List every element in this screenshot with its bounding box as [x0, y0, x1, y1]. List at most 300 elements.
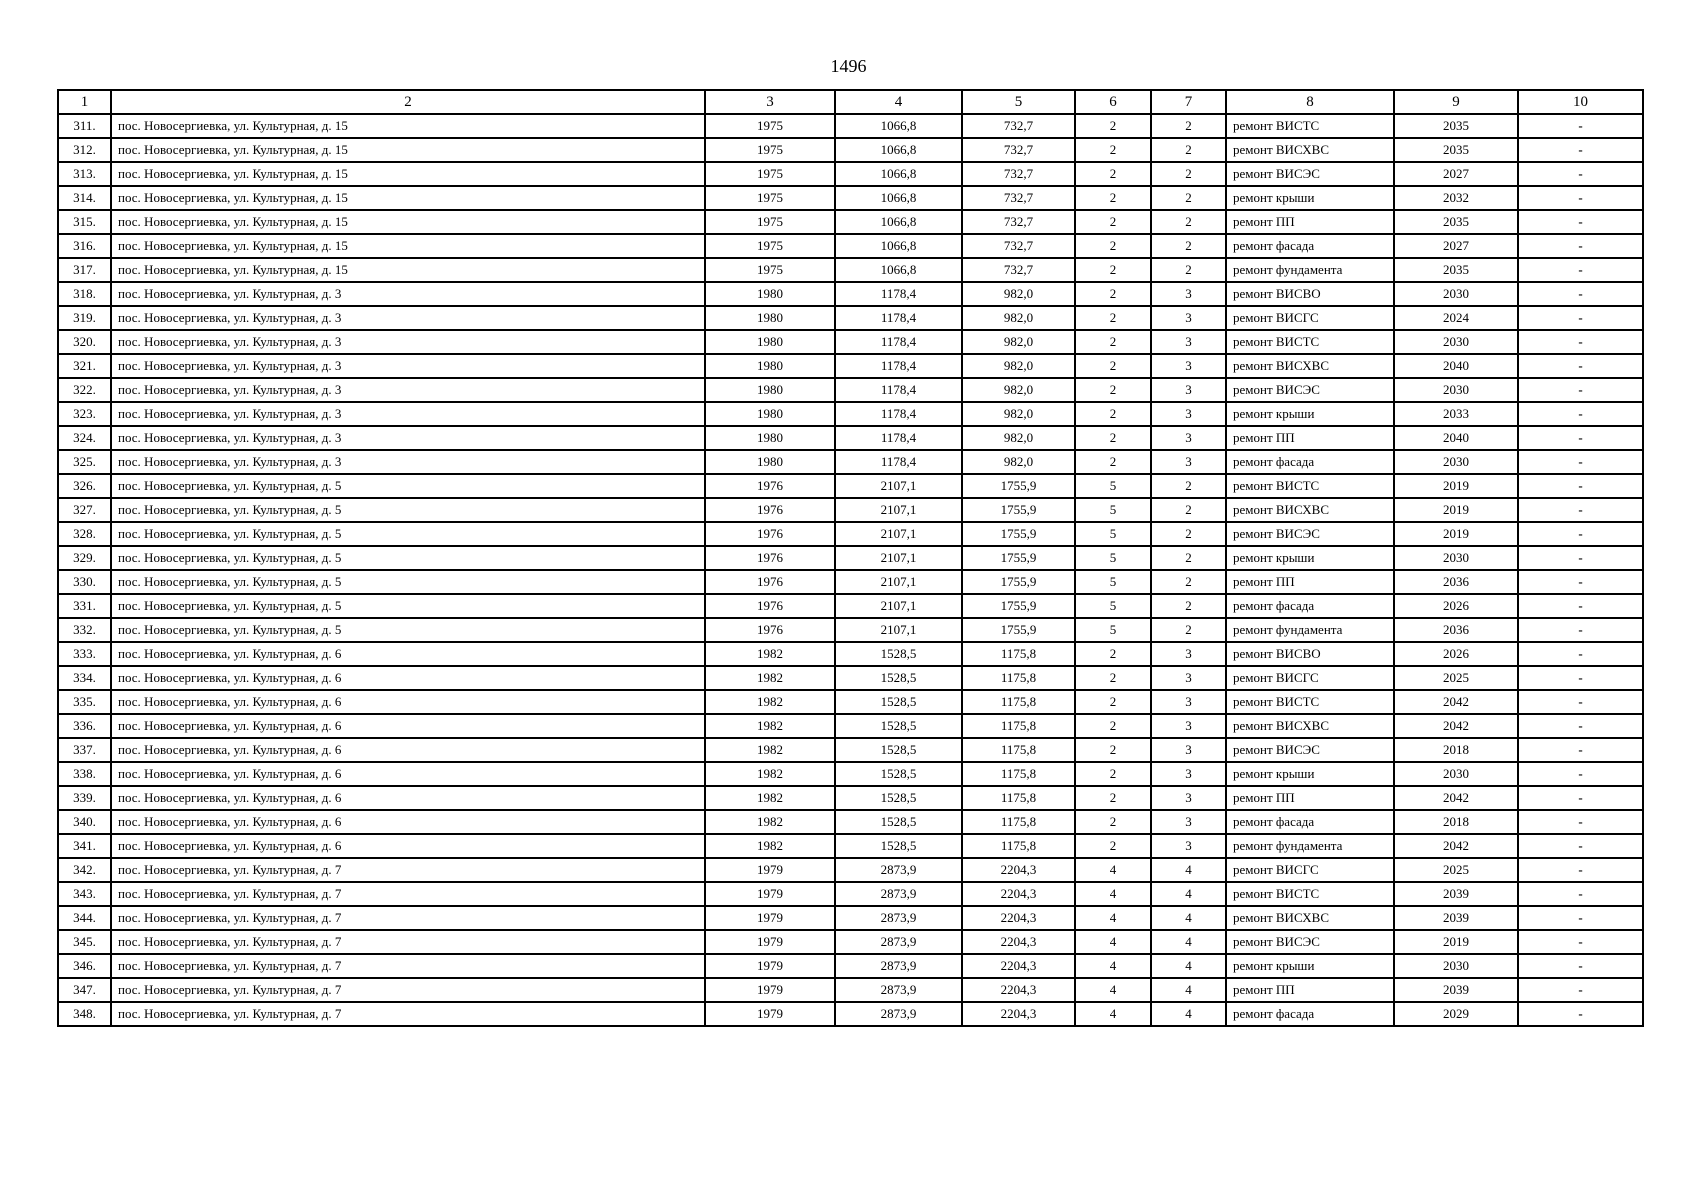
total-area-cell: 1066,8 [835, 186, 962, 210]
table-row [58, 522, 1643, 546]
work-type-cell: ремонт ВИСТС [1226, 690, 1394, 714]
entrances-cell: 4 [1151, 1002, 1226, 1026]
row-number-cell: 330. [58, 570, 111, 594]
work-type-cell: ремонт фасада [1226, 450, 1394, 474]
total-area-cell: 2107,1 [835, 594, 962, 618]
living-area-cell: 1755,9 [962, 570, 1075, 594]
row-number-cell: 331. [58, 594, 111, 618]
work-type-cell: ремонт ВИСХВС [1226, 354, 1394, 378]
entrances-cell: 3 [1151, 666, 1226, 690]
total-area-cell: 1528,5 [835, 666, 962, 690]
table-row [58, 138, 1643, 162]
planned-year-cell: 2030 [1394, 762, 1518, 786]
address-cell: пос. Новосергиевка, ул. Культурная, д. 5 [111, 546, 705, 570]
table-row [58, 306, 1643, 330]
work-type-cell: ремонт фундамента [1226, 618, 1394, 642]
address-cell: пос. Новосергиевка, ул. Культурная, д. 5 [111, 594, 705, 618]
address-cell: пос. Новосергиевка, ул. Культурная, д. 5 [111, 474, 705, 498]
column-header: 4 [835, 90, 962, 114]
address-cell: пос. Новосергиевка, ул. Культурная, д. 15 [111, 210, 705, 234]
row-number-cell: 334. [58, 666, 111, 690]
table-row [58, 162, 1643, 186]
address-cell: пос. Новосергиевка, ул. Культурная, д. 15 [111, 162, 705, 186]
living-area-cell: 1175,8 [962, 690, 1075, 714]
floors-cell: 2 [1075, 114, 1151, 138]
year-cell: 1976 [705, 618, 835, 642]
row-number-cell: 322. [58, 378, 111, 402]
row-number-cell: 320. [58, 330, 111, 354]
table-row [58, 594, 1643, 618]
row-number-cell: 340. [58, 810, 111, 834]
living-area-cell: 732,7 [962, 138, 1075, 162]
entrances-cell: 2 [1151, 258, 1226, 282]
table-row [58, 714, 1643, 738]
total-area-cell: 2107,1 [835, 522, 962, 546]
row-number-cell: 342. [58, 858, 111, 882]
row-number-cell: 341. [58, 834, 111, 858]
planned-year-cell: 2018 [1394, 738, 1518, 762]
note-cell: - [1518, 882, 1643, 906]
table-row [58, 954, 1643, 978]
row-number-cell: 337. [58, 738, 111, 762]
table-row [58, 210, 1643, 234]
total-area-cell: 2107,1 [835, 498, 962, 522]
work-type-cell: ремонт ВИСЭС [1226, 378, 1394, 402]
year-cell: 1979 [705, 882, 835, 906]
entrances-cell: 3 [1151, 354, 1226, 378]
work-type-cell: ремонт ВИСВО [1226, 642, 1394, 666]
floors-cell: 4 [1075, 858, 1151, 882]
year-cell: 1980 [705, 378, 835, 402]
floors-cell: 4 [1075, 1002, 1151, 1026]
living-area-cell: 1175,8 [962, 786, 1075, 810]
row-number-cell: 316. [58, 234, 111, 258]
living-area-cell: 2204,3 [962, 954, 1075, 978]
work-type-cell: ремонт ВИСТС [1226, 474, 1394, 498]
living-area-cell: 982,0 [962, 402, 1075, 426]
address-cell: пос. Новосергиевка, ул. Культурная, д. 6 [111, 690, 705, 714]
year-cell: 1980 [705, 402, 835, 426]
year-cell: 1975 [705, 210, 835, 234]
planned-year-cell: 2035 [1394, 138, 1518, 162]
work-type-cell: ремонт крыши [1226, 762, 1394, 786]
total-area-cell: 1528,5 [835, 714, 962, 738]
year-cell: 1975 [705, 162, 835, 186]
address-cell: пос. Новосергиевка, ул. Культурная, д. 5 [111, 618, 705, 642]
total-area-cell: 1178,4 [835, 426, 962, 450]
note-cell: - [1518, 498, 1643, 522]
entrances-cell: 3 [1151, 834, 1226, 858]
address-cell: пос. Новосергиевка, ул. Культурная, д. 3 [111, 354, 705, 378]
total-area-cell: 2107,1 [835, 474, 962, 498]
year-cell: 1982 [705, 834, 835, 858]
note-cell: - [1518, 210, 1643, 234]
note-cell: - [1518, 114, 1643, 138]
row-number-cell: 319. [58, 306, 111, 330]
floors-cell: 5 [1075, 618, 1151, 642]
entrances-cell: 4 [1151, 930, 1226, 954]
planned-year-cell: 2040 [1394, 354, 1518, 378]
work-type-cell: ремонт ПП [1226, 210, 1394, 234]
entrances-cell: 3 [1151, 714, 1226, 738]
year-cell: 1976 [705, 594, 835, 618]
total-area-cell: 1066,8 [835, 138, 962, 162]
work-type-cell: ремонт крыши [1226, 954, 1394, 978]
total-area-cell: 1178,4 [835, 306, 962, 330]
total-area-cell: 1178,4 [835, 354, 962, 378]
note-cell: - [1518, 306, 1643, 330]
living-area-cell: 982,0 [962, 354, 1075, 378]
year-cell: 1979 [705, 1002, 835, 1026]
year-cell: 1975 [705, 186, 835, 210]
year-cell: 1979 [705, 978, 835, 1002]
floors-cell: 5 [1075, 546, 1151, 570]
address-cell: пос. Новосергиевка, ул. Культурная, д. 3 [111, 402, 705, 426]
planned-year-cell: 2030 [1394, 378, 1518, 402]
planned-year-cell: 2036 [1394, 618, 1518, 642]
work-type-cell: ремонт крыши [1226, 402, 1394, 426]
entrances-cell: 2 [1151, 498, 1226, 522]
living-area-cell: 2204,3 [962, 1002, 1075, 1026]
address-cell: пос. Новосергиевка, ул. Культурная, д. 6 [111, 834, 705, 858]
planned-year-cell: 2024 [1394, 306, 1518, 330]
table-row [58, 234, 1643, 258]
year-cell: 1980 [705, 354, 835, 378]
entrances-cell: 3 [1151, 330, 1226, 354]
column-header: 8 [1226, 90, 1394, 114]
table-row [58, 546, 1643, 570]
work-type-cell: ремонт ВИСТС [1226, 882, 1394, 906]
living-area-cell: 982,0 [962, 330, 1075, 354]
entrances-cell: 3 [1151, 378, 1226, 402]
address-cell: пос. Новосергиевка, ул. Культурная, д. 3 [111, 282, 705, 306]
entrances-cell: 2 [1151, 234, 1226, 258]
total-area-cell: 2873,9 [835, 954, 962, 978]
work-type-cell: ремонт фундамента [1226, 258, 1394, 282]
total-area-cell: 2873,9 [835, 858, 962, 882]
work-type-cell: ремонт крыши [1226, 546, 1394, 570]
work-type-cell: ремонт ВИСЭС [1226, 162, 1394, 186]
row-number-cell: 346. [58, 954, 111, 978]
floors-cell: 2 [1075, 810, 1151, 834]
address-cell: пос. Новосергиевка, ул. Культурная, д. 6 [111, 738, 705, 762]
total-area-cell: 1528,5 [835, 786, 962, 810]
year-cell: 1975 [705, 234, 835, 258]
total-area-cell: 1528,5 [835, 690, 962, 714]
row-number-cell: 311. [58, 114, 111, 138]
planned-year-cell: 2042 [1394, 714, 1518, 738]
note-cell: - [1518, 234, 1643, 258]
floors-cell: 5 [1075, 522, 1151, 546]
total-area-cell: 2107,1 [835, 546, 962, 570]
floors-cell: 2 [1075, 162, 1151, 186]
floors-cell: 2 [1075, 450, 1151, 474]
table-row [58, 810, 1643, 834]
planned-year-cell: 2030 [1394, 282, 1518, 306]
living-area-cell: 732,7 [962, 114, 1075, 138]
planned-year-cell: 2039 [1394, 882, 1518, 906]
table-row [58, 186, 1643, 210]
work-type-cell: ремонт ПП [1226, 978, 1394, 1002]
row-number-cell: 329. [58, 546, 111, 570]
row-number-cell: 312. [58, 138, 111, 162]
total-area-cell: 1528,5 [835, 762, 962, 786]
total-area-cell: 1528,5 [835, 642, 962, 666]
work-type-cell: ремонт ВИСГС [1226, 666, 1394, 690]
address-cell: пос. Новосергиевка, ул. Культурная, д. 7 [111, 858, 705, 882]
table-row [58, 642, 1643, 666]
total-area-cell: 1066,8 [835, 162, 962, 186]
living-area-cell: 732,7 [962, 210, 1075, 234]
note-cell: - [1518, 354, 1643, 378]
floors-cell: 4 [1075, 930, 1151, 954]
floors-cell: 2 [1075, 402, 1151, 426]
total-area-cell: 2873,9 [835, 978, 962, 1002]
total-area-cell: 1528,5 [835, 834, 962, 858]
row-number-cell: 343. [58, 882, 111, 906]
year-cell: 1982 [705, 738, 835, 762]
total-area-cell: 1178,4 [835, 378, 962, 402]
year-cell: 1976 [705, 522, 835, 546]
note-cell: - [1518, 786, 1643, 810]
table-row [58, 906, 1643, 930]
entrances-cell: 2 [1151, 594, 1226, 618]
year-cell: 1975 [705, 114, 835, 138]
planned-year-cell: 2033 [1394, 402, 1518, 426]
floors-cell: 5 [1075, 474, 1151, 498]
floors-cell: 2 [1075, 378, 1151, 402]
floors-cell: 2 [1075, 786, 1151, 810]
note-cell: - [1518, 402, 1643, 426]
living-area-cell: 732,7 [962, 186, 1075, 210]
table-row [58, 1002, 1643, 1026]
planned-year-cell: 2030 [1394, 546, 1518, 570]
total-area-cell: 2107,1 [835, 618, 962, 642]
floors-cell: 2 [1075, 234, 1151, 258]
entrances-cell: 2 [1151, 162, 1226, 186]
total-area-cell: 2873,9 [835, 930, 962, 954]
work-type-cell: ремонт ПП [1226, 786, 1394, 810]
address-cell: пос. Новосергиевка, ул. Культурная, д. 3 [111, 306, 705, 330]
planned-year-cell: 2019 [1394, 930, 1518, 954]
planned-year-cell: 2040 [1394, 426, 1518, 450]
row-number-cell: 315. [58, 210, 111, 234]
work-type-cell: ремонт фасада [1226, 594, 1394, 618]
note-cell: - [1518, 642, 1643, 666]
note-cell: - [1518, 330, 1643, 354]
planned-year-cell: 2035 [1394, 258, 1518, 282]
note-cell: - [1518, 186, 1643, 210]
living-area-cell: 1755,9 [962, 618, 1075, 642]
column-header: 1 [58, 90, 111, 114]
table-body [58, 114, 1643, 1026]
address-cell: пос. Новосергиевка, ул. Культурная, д. 15 [111, 138, 705, 162]
column-header: 10 [1518, 90, 1643, 114]
row-number-cell: 339. [58, 786, 111, 810]
row-number-cell: 345. [58, 930, 111, 954]
row-number-cell: 348. [58, 1002, 111, 1026]
row-number-cell: 328. [58, 522, 111, 546]
entrances-cell: 2 [1151, 570, 1226, 594]
table-row [58, 882, 1643, 906]
living-area-cell: 2204,3 [962, 906, 1075, 930]
note-cell: - [1518, 906, 1643, 930]
work-type-cell: ремонт ПП [1226, 426, 1394, 450]
table-row [58, 330, 1643, 354]
address-cell: пос. Новосергиевка, ул. Культурная, д. 7 [111, 1002, 705, 1026]
entrances-cell: 3 [1151, 786, 1226, 810]
total-area-cell: 2873,9 [835, 1002, 962, 1026]
table-row [58, 762, 1643, 786]
address-cell: пос. Новосергиевка, ул. Культурная, д. 3 [111, 378, 705, 402]
work-type-cell: ремонт ВИСХВС [1226, 498, 1394, 522]
entrances-cell: 2 [1151, 138, 1226, 162]
row-number-cell: 325. [58, 450, 111, 474]
note-cell: - [1518, 666, 1643, 690]
registry-table [57, 89, 1644, 1027]
entrances-cell: 3 [1151, 690, 1226, 714]
table-row [58, 786, 1643, 810]
address-cell: пос. Новосергиевка, ул. Культурная, д. 7 [111, 978, 705, 1002]
floors-cell: 2 [1075, 138, 1151, 162]
floors-cell: 2 [1075, 738, 1151, 762]
entrances-cell: 3 [1151, 282, 1226, 306]
living-area-cell: 1175,8 [962, 834, 1075, 858]
living-area-cell: 982,0 [962, 306, 1075, 330]
living-area-cell: 982,0 [962, 378, 1075, 402]
column-header: 9 [1394, 90, 1518, 114]
address-cell: пос. Новосергиевка, ул. Культурная, д. 5 [111, 522, 705, 546]
planned-year-cell: 2025 [1394, 666, 1518, 690]
note-cell: - [1518, 738, 1643, 762]
table-row [58, 450, 1643, 474]
address-cell: пос. Новосергиевка, ул. Культурная, д. 15 [111, 114, 705, 138]
note-cell: - [1518, 810, 1643, 834]
year-cell: 1982 [705, 786, 835, 810]
living-area-cell: 732,7 [962, 258, 1075, 282]
entrances-cell: 3 [1151, 306, 1226, 330]
note-cell: - [1518, 258, 1643, 282]
table-row [58, 474, 1643, 498]
table-row [58, 858, 1643, 882]
living-area-cell: 1755,9 [962, 522, 1075, 546]
work-type-cell: ремонт фасада [1226, 1002, 1394, 1026]
address-cell: пос. Новосергиевка, ул. Культурная, д. 3 [111, 330, 705, 354]
work-type-cell: ремонт ВИСГС [1226, 858, 1394, 882]
floors-cell: 2 [1075, 306, 1151, 330]
entrances-cell: 3 [1151, 762, 1226, 786]
table-row [58, 666, 1643, 690]
year-cell: 1976 [705, 474, 835, 498]
note-cell: - [1518, 954, 1643, 978]
year-cell: 1975 [705, 138, 835, 162]
floors-cell: 4 [1075, 906, 1151, 930]
living-area-cell: 1175,8 [962, 642, 1075, 666]
total-area-cell: 1066,8 [835, 114, 962, 138]
column-header: 6 [1075, 90, 1151, 114]
living-area-cell: 1755,9 [962, 594, 1075, 618]
floors-cell: 2 [1075, 762, 1151, 786]
floors-cell: 2 [1075, 354, 1151, 378]
living-area-cell: 732,7 [962, 162, 1075, 186]
note-cell: - [1518, 834, 1643, 858]
note-cell: - [1518, 282, 1643, 306]
floors-cell: 2 [1075, 642, 1151, 666]
year-cell: 1982 [705, 666, 835, 690]
address-cell: пос. Новосергиевка, ул. Культурная, д. 15 [111, 186, 705, 210]
column-header: 5 [962, 90, 1075, 114]
row-number-cell: 336. [58, 714, 111, 738]
note-cell: - [1518, 378, 1643, 402]
column-header: 3 [705, 90, 835, 114]
year-cell: 1982 [705, 762, 835, 786]
row-number-cell: 333. [58, 642, 111, 666]
living-area-cell: 982,0 [962, 426, 1075, 450]
note-cell: - [1518, 474, 1643, 498]
year-cell: 1979 [705, 906, 835, 930]
planned-year-cell: 2030 [1394, 954, 1518, 978]
table-row [58, 618, 1643, 642]
living-area-cell: 1175,8 [962, 762, 1075, 786]
work-type-cell: ремонт ВИСХВС [1226, 714, 1394, 738]
note-cell: - [1518, 714, 1643, 738]
floors-cell: 2 [1075, 714, 1151, 738]
living-area-cell: 2204,3 [962, 978, 1075, 1002]
planned-year-cell: 2019 [1394, 474, 1518, 498]
living-area-cell: 1175,8 [962, 714, 1075, 738]
floors-cell: 2 [1075, 690, 1151, 714]
note-cell: - [1518, 978, 1643, 1002]
total-area-cell: 1178,4 [835, 450, 962, 474]
living-area-cell: 732,7 [962, 234, 1075, 258]
work-type-cell: ремонт фасада [1226, 810, 1394, 834]
planned-year-cell: 2042 [1394, 834, 1518, 858]
page-number: 1496 [830, 56, 867, 76]
note-cell: - [1518, 426, 1643, 450]
living-area-cell: 1175,8 [962, 738, 1075, 762]
note-cell: - [1518, 1002, 1643, 1026]
address-cell: пос. Новосергиевка, ул. Культурная, д. 7 [111, 930, 705, 954]
address-cell: пос. Новосергиевка, ул. Культурная, д. 6 [111, 762, 705, 786]
entrances-cell: 4 [1151, 882, 1226, 906]
entrances-cell: 3 [1151, 738, 1226, 762]
table-row [58, 354, 1643, 378]
total-area-cell: 1178,4 [835, 402, 962, 426]
note-cell: - [1518, 618, 1643, 642]
year-cell: 1980 [705, 306, 835, 330]
table-row [58, 402, 1643, 426]
floors-cell: 5 [1075, 570, 1151, 594]
planned-year-cell: 2019 [1394, 522, 1518, 546]
floors-cell: 2 [1075, 282, 1151, 306]
planned-year-cell: 2019 [1394, 498, 1518, 522]
living-area-cell: 2204,3 [962, 930, 1075, 954]
row-number-cell: 313. [58, 162, 111, 186]
header-row [58, 90, 1643, 114]
total-area-cell: 1528,5 [835, 738, 962, 762]
column-header: 7 [1151, 90, 1226, 114]
entrances-cell: 2 [1151, 186, 1226, 210]
floors-cell: 5 [1075, 498, 1151, 522]
row-number-cell: 335. [58, 690, 111, 714]
address-cell: пос. Новосергиевка, ул. Культурная, д. 3 [111, 450, 705, 474]
row-number-cell: 326. [58, 474, 111, 498]
note-cell: - [1518, 522, 1643, 546]
address-cell: пос. Новосергиевка, ул. Культурная, д. 6 [111, 810, 705, 834]
work-type-cell: ремонт ВИСВО [1226, 282, 1394, 306]
year-cell: 1975 [705, 258, 835, 282]
year-cell: 1976 [705, 498, 835, 522]
